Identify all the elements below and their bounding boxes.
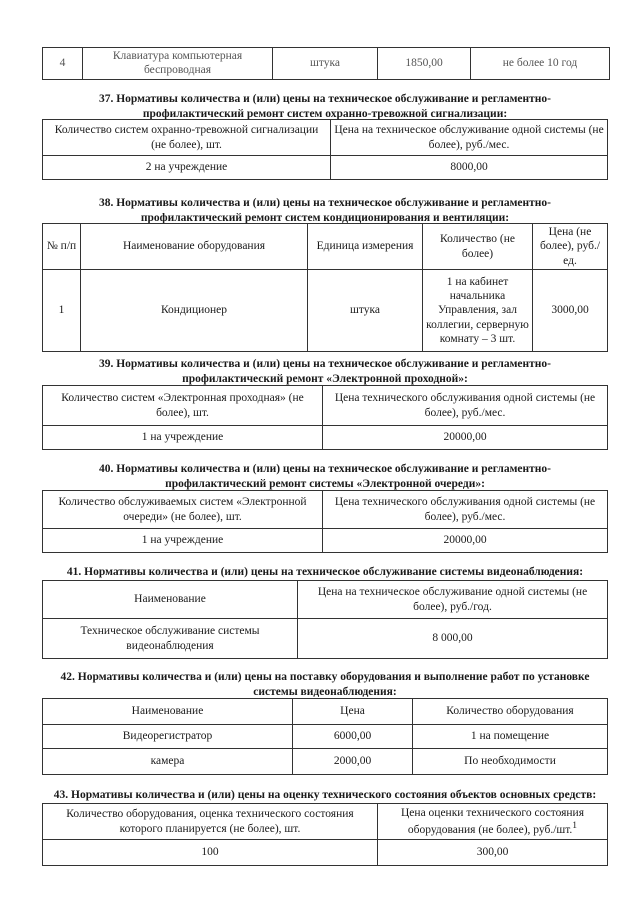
table-cell: Кондиционер	[81, 270, 308, 352]
table-header-row	[43, 804, 608, 840]
table-39	[42, 385, 608, 450]
column-header: Количество обслуживаемых систем «Электронной очереди» (не более), шт.	[43, 491, 323, 529]
section-40-title-line1: 40. Нормативы количества и (или) цены на техническое обслуживание и регламентно-	[98, 463, 551, 475]
column-header: Цена (не более), руб./ед.	[533, 224, 608, 270]
table-header-row	[43, 224, 608, 270]
column-header: Цена технического обслуживания одной системы (не более), руб./мес.	[323, 386, 608, 426]
table-cell: 3000,00	[533, 270, 608, 352]
section-39-title	[40, 357, 610, 387]
footnote-mark: 1	[572, 820, 578, 832]
table-row	[43, 840, 608, 866]
table-42	[42, 698, 608, 775]
table-header-row	[43, 386, 608, 426]
table-cell: 2 на учреждение	[43, 156, 331, 180]
item-unit: штука	[273, 48, 378, 80]
table-row	[43, 619, 608, 659]
table-cell: 2000,00	[293, 749, 413, 775]
section-38-title-line2: профилактический ремонт систем кондиционирования и вентиляции:	[140, 211, 510, 224]
column-header: Количество оборудования	[413, 699, 608, 725]
table-cell: 1 на учреждение	[43, 529, 323, 553]
section-43-title: 43. Нормативы количества и (или) цены на оценку технического состояния объектов основных средств:	[53, 789, 597, 801]
table-38	[42, 223, 608, 352]
section-37-title-line1: 37. Нормативы количества и (или) цены на техническое обслуживание и регламентно-	[98, 93, 551, 105]
table-cell: 20000,00	[323, 426, 608, 450]
column-header: Наименование оборудования	[81, 224, 308, 270]
table-40	[42, 490, 608, 553]
table-cell: камера	[43, 749, 293, 775]
column-header: Количество систем охранно-тревожной сигнализации (не более), шт.	[43, 120, 331, 156]
table-cell: 300,00	[378, 840, 608, 866]
section-39-title-line2: профилактический ремонт «Электронной проходной»:	[182, 372, 468, 385]
section-37-title-line2: профилактический ремонт систем охранно-тревожной сигнализации:	[142, 107, 508, 120]
column-header-text: Цена оценки технического состояния оборудования (не более), руб./шт.	[401, 806, 584, 836]
column-header: Наименование	[43, 699, 293, 725]
column-header: Цена	[293, 699, 413, 725]
column-header: Количество систем «Электронная проходная» (не более), шт.	[43, 386, 323, 426]
table-cell: По необходимости	[413, 749, 608, 775]
section-41-title: 41. Нормативы количества и (или) цены на техническое обслуживание системы видеонаблюдения:	[66, 566, 584, 578]
section-42-title-line1: 42. Нормативы количества и (или) цены на поставку оборудования и выполнение работ по установке	[60, 671, 590, 683]
table-cell: 100	[43, 840, 378, 866]
table-header-row	[43, 120, 608, 156]
table-cell: Видеорегистратор	[43, 725, 293, 749]
table-row	[43, 426, 608, 450]
table-cell: 1 на учреждение	[43, 426, 323, 450]
column-header: № п/п	[43, 224, 81, 270]
table-row	[43, 725, 608, 749]
table-cell: Техническое обслуживание системы видеонаблюдения	[43, 619, 298, 659]
table-header-row	[43, 581, 608, 619]
item-term: не более 10 год	[471, 48, 610, 80]
table-cell: 1 на помещение	[413, 725, 608, 749]
table-cell: 1	[43, 270, 81, 352]
column-header: Цена на техническое обслуживание одной системы (не более), руб./мес.	[331, 120, 608, 156]
section-40-title-line2: профилактический ремонт системы «Электронной очереди»:	[165, 477, 485, 490]
column-header: Цена технического обслуживания одной системы (не более), руб./мес.	[323, 491, 608, 529]
table-header-row	[43, 491, 608, 529]
section-42-title-line2: системы видеонаблюдения:	[253, 685, 397, 698]
table-cell: штука	[308, 270, 423, 352]
section-38-title-line1: 38. Нормативы количества и (или) цены на техническое обслуживание и регламентно-	[98, 197, 551, 209]
column-header: Единица измерения	[308, 224, 423, 270]
column-header: Количество оборудования, оценка технического состояния которого планируется (не более), шт.	[43, 804, 378, 840]
table-36-tail	[42, 47, 610, 80]
section-40-title	[40, 462, 610, 492]
section-37-title	[40, 92, 610, 122]
table-row	[43, 48, 610, 80]
table-row	[43, 156, 608, 180]
table-header-row	[43, 699, 608, 725]
section-38-title	[40, 196, 610, 226]
item-price: 1850,00	[378, 48, 471, 80]
column-header: Наименование	[43, 581, 298, 619]
table-cell: 8000,00	[331, 156, 608, 180]
table-cell: 1 на кабинет начальника Управления, зал коллегии, серверную комнату – 3 шт.	[423, 270, 533, 352]
item-name: Клавиатура компьютерная беспроводная	[83, 48, 273, 80]
column-header: Цена на техническое обслуживание одной системы (не более), руб./год.	[298, 581, 608, 619]
table-37	[42, 119, 608, 180]
table-cell: 20000,00	[323, 529, 608, 553]
table-row	[43, 529, 608, 553]
column-header: Количество (не более)	[423, 224, 533, 270]
table-41	[42, 580, 608, 659]
table-43	[42, 803, 608, 866]
column-header	[378, 804, 608, 840]
table-cell: 8 000,00	[298, 619, 608, 659]
table-row	[43, 270, 608, 352]
table-row	[43, 749, 608, 775]
row-number: 4	[43, 48, 83, 80]
section-39-title-line1: 39. Нормативы количества и (или) цены на техническое обслуживание и регламентно-	[98, 358, 551, 370]
table-cell: 6000,00	[293, 725, 413, 749]
section-42-title	[30, 670, 620, 700]
